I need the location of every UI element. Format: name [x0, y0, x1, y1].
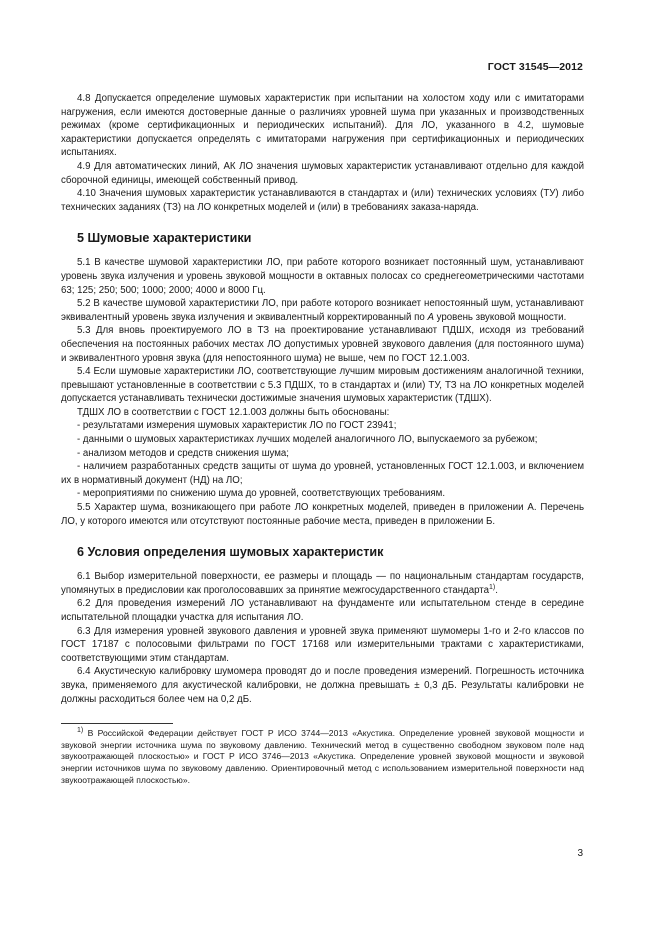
section-5-title: 5 Шумовые характеристики [77, 231, 252, 246]
page-header-doc-code: ГОСТ 31545—2012 [487, 61, 583, 73]
document-body [61, 92, 584, 786]
section-6-title: 6 Условия определения шумовых характеристик [77, 545, 384, 560]
paragraph-4-10: 4.10 Значения шумовых характеристик устанавливаются в стандартах и (или) технических условиях (ТУ) либо технических заданиях (ТЗ) на ЛО конкретных моделей и (или) в требованиях заказа-наряда. [61, 188, 584, 213]
page-number: 3 [577, 848, 583, 859]
paragraph-6-1-text: 6.1 Выбор измерительной поверхности, ее размеры и площадь — по национальным стандартам государств, упомянутых в предисловии как проголосовавших за принятие межгосударственного стандарта [61, 571, 584, 596]
paragraph-5-4-justification: ТДШХ ЛО в соответствии с ГОСТ 12.1.003 должны быть обоснованы: [77, 406, 390, 418]
footnote-ref[interactable]: 1) [488, 583, 496, 591]
paragraph-5-4: 5.4 Если шумовые характеристики ЛО, соответствующие лучшим мировым достижениям аналогичной техники, превышают установленные в соответствии с 5.3 ПДШХ, то в стандартах и (или) ТУ, ТЗ на ЛО конкретных моделей допускается устанавливать технически достижимые значения шумовых характеристик (ТДШХ). [61, 366, 584, 405]
footnote-text: В Российской Федерации действует ГОСТ Р ИСО 3744—2013 «Акустика. Определение уровней звуковой мощности и звуковой энергии источника шума по звуковому давлению. Технический метод в существенно свободном звуковом поле над звукоотражающей плоскостью» и ГОСТ Р ИСО 3746—2013 «Акустика. Определение уровней звуковой мощности и звуковой энергии источников шума по звуковому давлению. Ориентировочный метод с использованием измерительной поверхности над звукоотражающей плоскостью». [61, 728, 584, 785]
list-item: - результатами измерения шумовых характеристик ЛО по ГОСТ 23941; [77, 420, 397, 432]
paragraph-5-5: 5.5 Характер шума, возникающего при работе ЛО конкретных моделей, приведен в приложении А. Перечень ЛО, у которого имеются или отсутствуют постоянные рабочие места, приведен в приложении Б. [61, 502, 584, 527]
paragraph-6-2: 6.2 Для проведения измерений ЛО устанавливают на фундаменте или испытательном стенде в середине испытательной площадки участка для испытания ЛО. [61, 598, 584, 623]
list-item: - наличием разработанных средств защиты от шума до уровней, установленных ГОСТ 12.1.003, и включением их в нормативный документ (НД) на ЛО; [61, 461, 584, 486]
list-item: - данными о шумовых характеристиках лучших моделей аналогичного ЛО, выпускаемого за рубежом; [77, 434, 538, 446]
paragraph-5-3: 5.3 Для вновь проектируемого ЛО в ТЗ на проектирование устанавливают ПДШХ, исходя из требований обеспечения на постоянных рабочих местах ЛО допустимых уровней звукового давления (для постоянного шума) и эквивалентного уровня звука (для непостоянного шума) не выше, чем по ГОСТ 12.1.003. [61, 325, 584, 364]
paragraph-6-4: 6.4 Акустическую калибровку шумомера проводят до и после проведения измерений. Погрешность источника звука, применяемого для акустической калибровки, не должна превышать ± 0,3 дБ. Результаты калибровки не должны расходиться более чем на 0,2 дБ. [61, 666, 584, 705]
paragraph-6-1 [61, 570, 584, 597]
list-item: - анализом методов и средств снижения шума; [77, 447, 289, 459]
paragraph-4-9: 4.9 Для автоматических линий, АК ЛО значения шумовых характеристик устанавливают отдельно для каждой сборочной единицы, имеющей собственный привод. [61, 160, 584, 186]
footnote-divider [61, 723, 173, 724]
paragraph-5-2 [61, 297, 584, 324]
paragraph-6-3: 6.3 Для измерения уровней звукового давления и уровней звука применяют шумомеры 1-го и 2-го классов по ГОСТ 17187 с полосовыми фильтрами по ГОСТ 17168 или измерительными трактами с характеристиками, соответствующими этим стандартам. [61, 625, 584, 664]
footnote-marker: 1) [77, 727, 84, 735]
paragraph-4-8: 4.8 Допускается определение шумовых характеристик при испытании на холостом ходу или с имитаторами нагружения, если имеются достоверные данные о различиях уровней шума при указанных и производственных режимах (кроме сертификационных и периодических испытаний). Для ЛО, указанного в 4.2, шумовые характеристики допускается определять с имитаторами нагружения при сертификационных и периодических испытаниях. [61, 93, 584, 159]
paragraph-6-1-tail: . [495, 584, 498, 596]
paragraph-5-2-end: уровень звуковой мощности. [436, 311, 567, 323]
footnote [61, 728, 584, 786]
list-item: - мероприятиями по снижению шума до уровней, соответствующих требованиям. [77, 488, 446, 500]
paragraph-5-2-start: 5.2 В качестве шумовой характеристики ЛО, при работе которого возникает непостоянный шум, устанавливают эквивалентный уровень звука излучения и эквивалентный корректированный по [61, 298, 584, 323]
paragraph-5-1: 5.1 В качестве шумовой характеристики ЛО, при работе которого возникает постоянный шум, устанавливают уровень звука излучения и уровень звуковой мощности в октавных полосах со среднегеометрическими частотами 63; 125; 250; 500; 1000; 2000; 4000 и 8000 Гц. [61, 257, 584, 296]
paragraph-5-2-italic: А [427, 311, 434, 323]
